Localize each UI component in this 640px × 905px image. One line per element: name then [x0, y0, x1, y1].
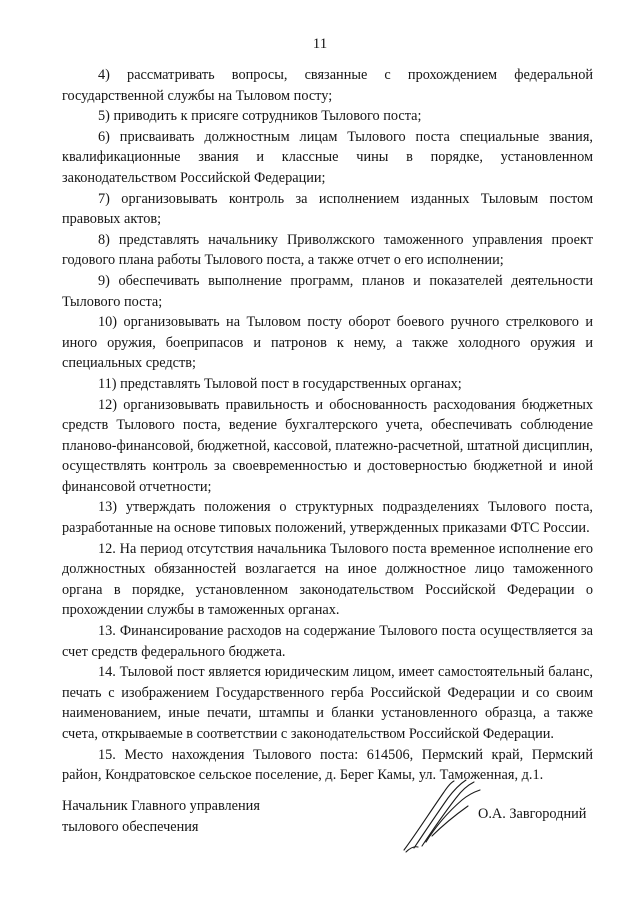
- paragraph-item-13: 13) утверждать положения о структурных подразделениях Тылового поста, разработанные на основе типовых положений, утвержденных приказами ФТС России.: [62, 499, 593, 537]
- signatory-name: О.А. Завгородний: [478, 806, 587, 822]
- handwritten-signature: [396, 776, 486, 858]
- paragraph-item-4: 4) рассматривать вопросы, связанные с прохождением федеральной государственной службы на Тыловом посту;: [62, 67, 593, 104]
- page-number: 11: [312, 36, 328, 52]
- paragraph-clause-15: 15. Место нахождения Тылового поста: 614506, Пермский край, Пермский район, Кондратовское сельское поселение, д. Берег Камы, ул. Таможенная, д.1.: [62, 746, 593, 784]
- signatory-title-line: тылового обеспечения: [62, 818, 199, 835]
- paragraph-item-10: 10) организовывать на Тыловом посту оборот боевого ручного стрелкового и иного оружия, боеприпасов и патронов к нему, а также холодного оружия и специальных средств;: [62, 314, 593, 372]
- paragraph-item-8: 8) представлять начальнику Приволжского таможенного управления проект годового плана работы Тылового поста, а также отчет о его исполнении;: [62, 231, 593, 269]
- signatory-title-line: Начальник Главного управления: [62, 798, 260, 814]
- paragraph-clause-14: 14. Тыловой пост является юридическим лицом, имеет самостоятельный баланс, печать с изображением Государственного герба Российской Федерации и со своим наименованием, иные печати, штампы и бланки установленного образца, а также счета, открываемые в соответствии с законодательством Российской Федерации.: [62, 664, 593, 742]
- paragraph-item-11: 11) представлять Тыловой пост в государственных органах;: [98, 375, 462, 392]
- paragraph-item-6: 6) присваивать должностным лицам Тылового поста специальные звания, квалификационные звания и классные чины в порядке, установленном законодательством Российской Федерации;: [62, 128, 593, 186]
- paragraph-item-9: 9) обеспечивать выполнение программ, планов и показателей деятельности Тылового поста;: [62, 272, 593, 310]
- paragraph-clause-12: 12. На период отсутствия начальника Тылового поста временное исполнение его должностных обязанностей возлагается на иное должностное лицо таможенного органа в порядке, установленном законодательством Российской Федерации о прохождении службы в таможенных органах.: [62, 540, 593, 619]
- paragraph-item-7: 7) организовывать контроль за исполнением изданных Тыловым постом правовых актов;: [62, 190, 593, 228]
- paragraph-item-12: 12) организовывать правильность и обоснованность расходования бюджетных средств Тылового поста, ведение бухгалтерского учета, обеспечивать соблюдение планово-финансовой, бюджетной, кассовой, платежно-расчетной, штатной дисциплин, осуществлять контроль за своевременностью и достоверностью бюджетной и иной финансовой отчетности;: [62, 396, 593, 495]
- paragraph-clause-13: 13. Финансирование расходов на содержание Тылового поста осуществляется за счет средств федерального бюджета.: [62, 623, 593, 660]
- signatory-title: [62, 796, 260, 837]
- document-body: [62, 65, 593, 786]
- paragraph-item-5: 5) приводить к присяге сотрудников Тылового поста;: [98, 108, 422, 125]
